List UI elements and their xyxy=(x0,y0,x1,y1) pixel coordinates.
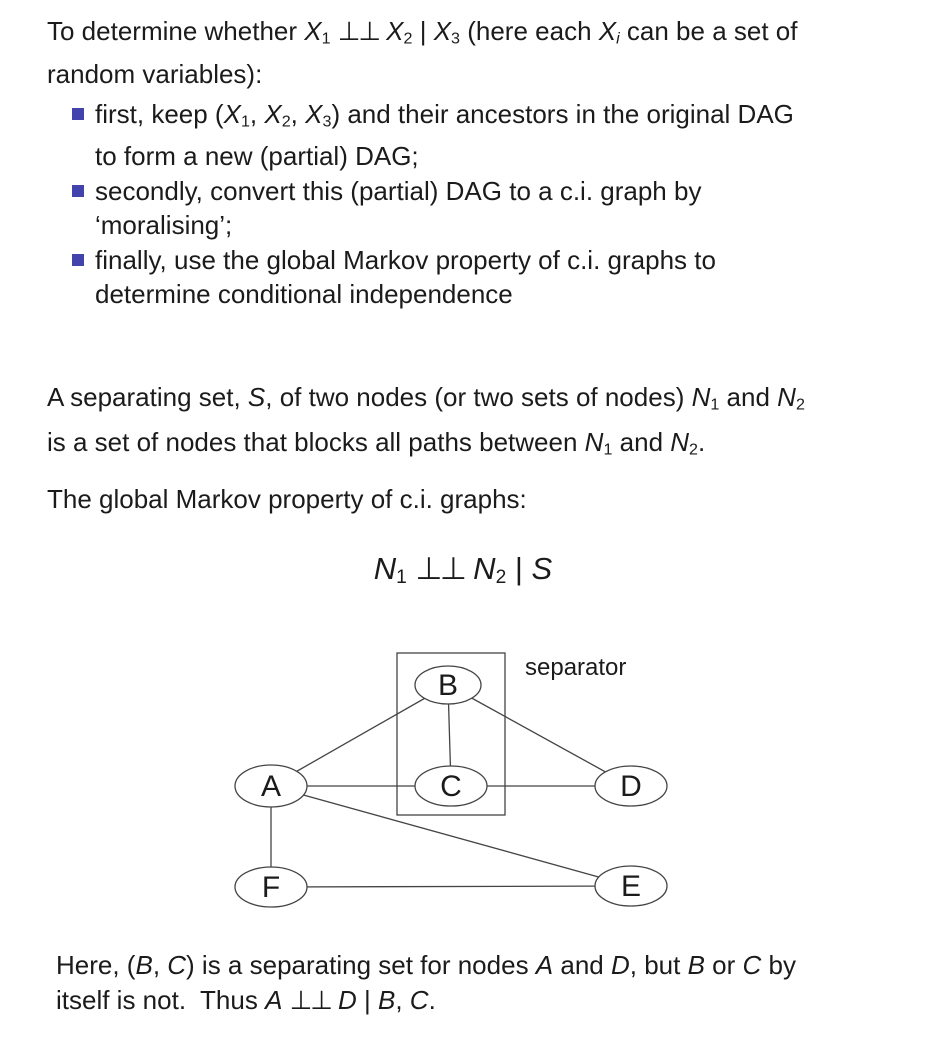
text-line: ‘moralising’; xyxy=(95,210,233,241)
node-label-A: A xyxy=(260,770,282,803)
bullet-list xyxy=(47,97,794,312)
text-line: To determine whether X1 ⊥⊥ X2 | X3 (here each Xi can be a set of xyxy=(47,16,798,48)
graph-svg xyxy=(0,640,926,930)
text-line: to form a new (partial) DAG; xyxy=(95,141,419,172)
formula xyxy=(0,549,926,598)
text-line: is a set of nodes that blocks all paths between N1 and N2. xyxy=(47,426,706,459)
bullet-square-icon xyxy=(72,254,84,266)
edge-A-B xyxy=(271,685,448,786)
node-label-B: B xyxy=(437,669,459,702)
formula-text: N1 ⊥⊥ N2 | S xyxy=(373,551,553,589)
intro-paragraph xyxy=(47,14,797,92)
node-label-F: F xyxy=(261,871,281,904)
node-label-C: C xyxy=(440,770,462,803)
markov-property-line xyxy=(47,482,527,517)
conclusion-paragraph xyxy=(56,948,796,1018)
text-line: itself is not. Thus A ⊥⊥ D | B, C. xyxy=(56,985,436,1015)
bullet-item xyxy=(47,97,794,174)
text-line: Here, (B, C) is a separating set for nodes A and D, but B or C by xyxy=(56,950,796,980)
bullet-square-icon xyxy=(72,108,84,120)
edge-F-E xyxy=(271,886,631,887)
bullet-item xyxy=(47,174,794,243)
separating-set-paragraph xyxy=(47,379,805,468)
text-line: The global Markov property of c.i. graphs: xyxy=(47,484,527,514)
text-line: secondly, convert this (partial) DAG to a c.i. graph by xyxy=(95,175,702,206)
text-line: determine conditional independence xyxy=(95,279,513,310)
node-label-E: E xyxy=(620,870,642,903)
text-line: first, keep (X1, X2, X3) and their ancestors in the original DAG xyxy=(95,99,794,131)
text-line: random variables): xyxy=(47,58,263,89)
text-line: A separating set, S, of two nodes (or two sets of nodes) N1 and N2 xyxy=(47,382,805,414)
bullet-item xyxy=(47,243,794,312)
node-label-D: D xyxy=(620,770,642,803)
text-line: finally, use the global Markov property of c.i. graphs to xyxy=(95,244,716,275)
separator-label: separator xyxy=(525,654,627,681)
bullet-square-icon xyxy=(72,185,84,197)
